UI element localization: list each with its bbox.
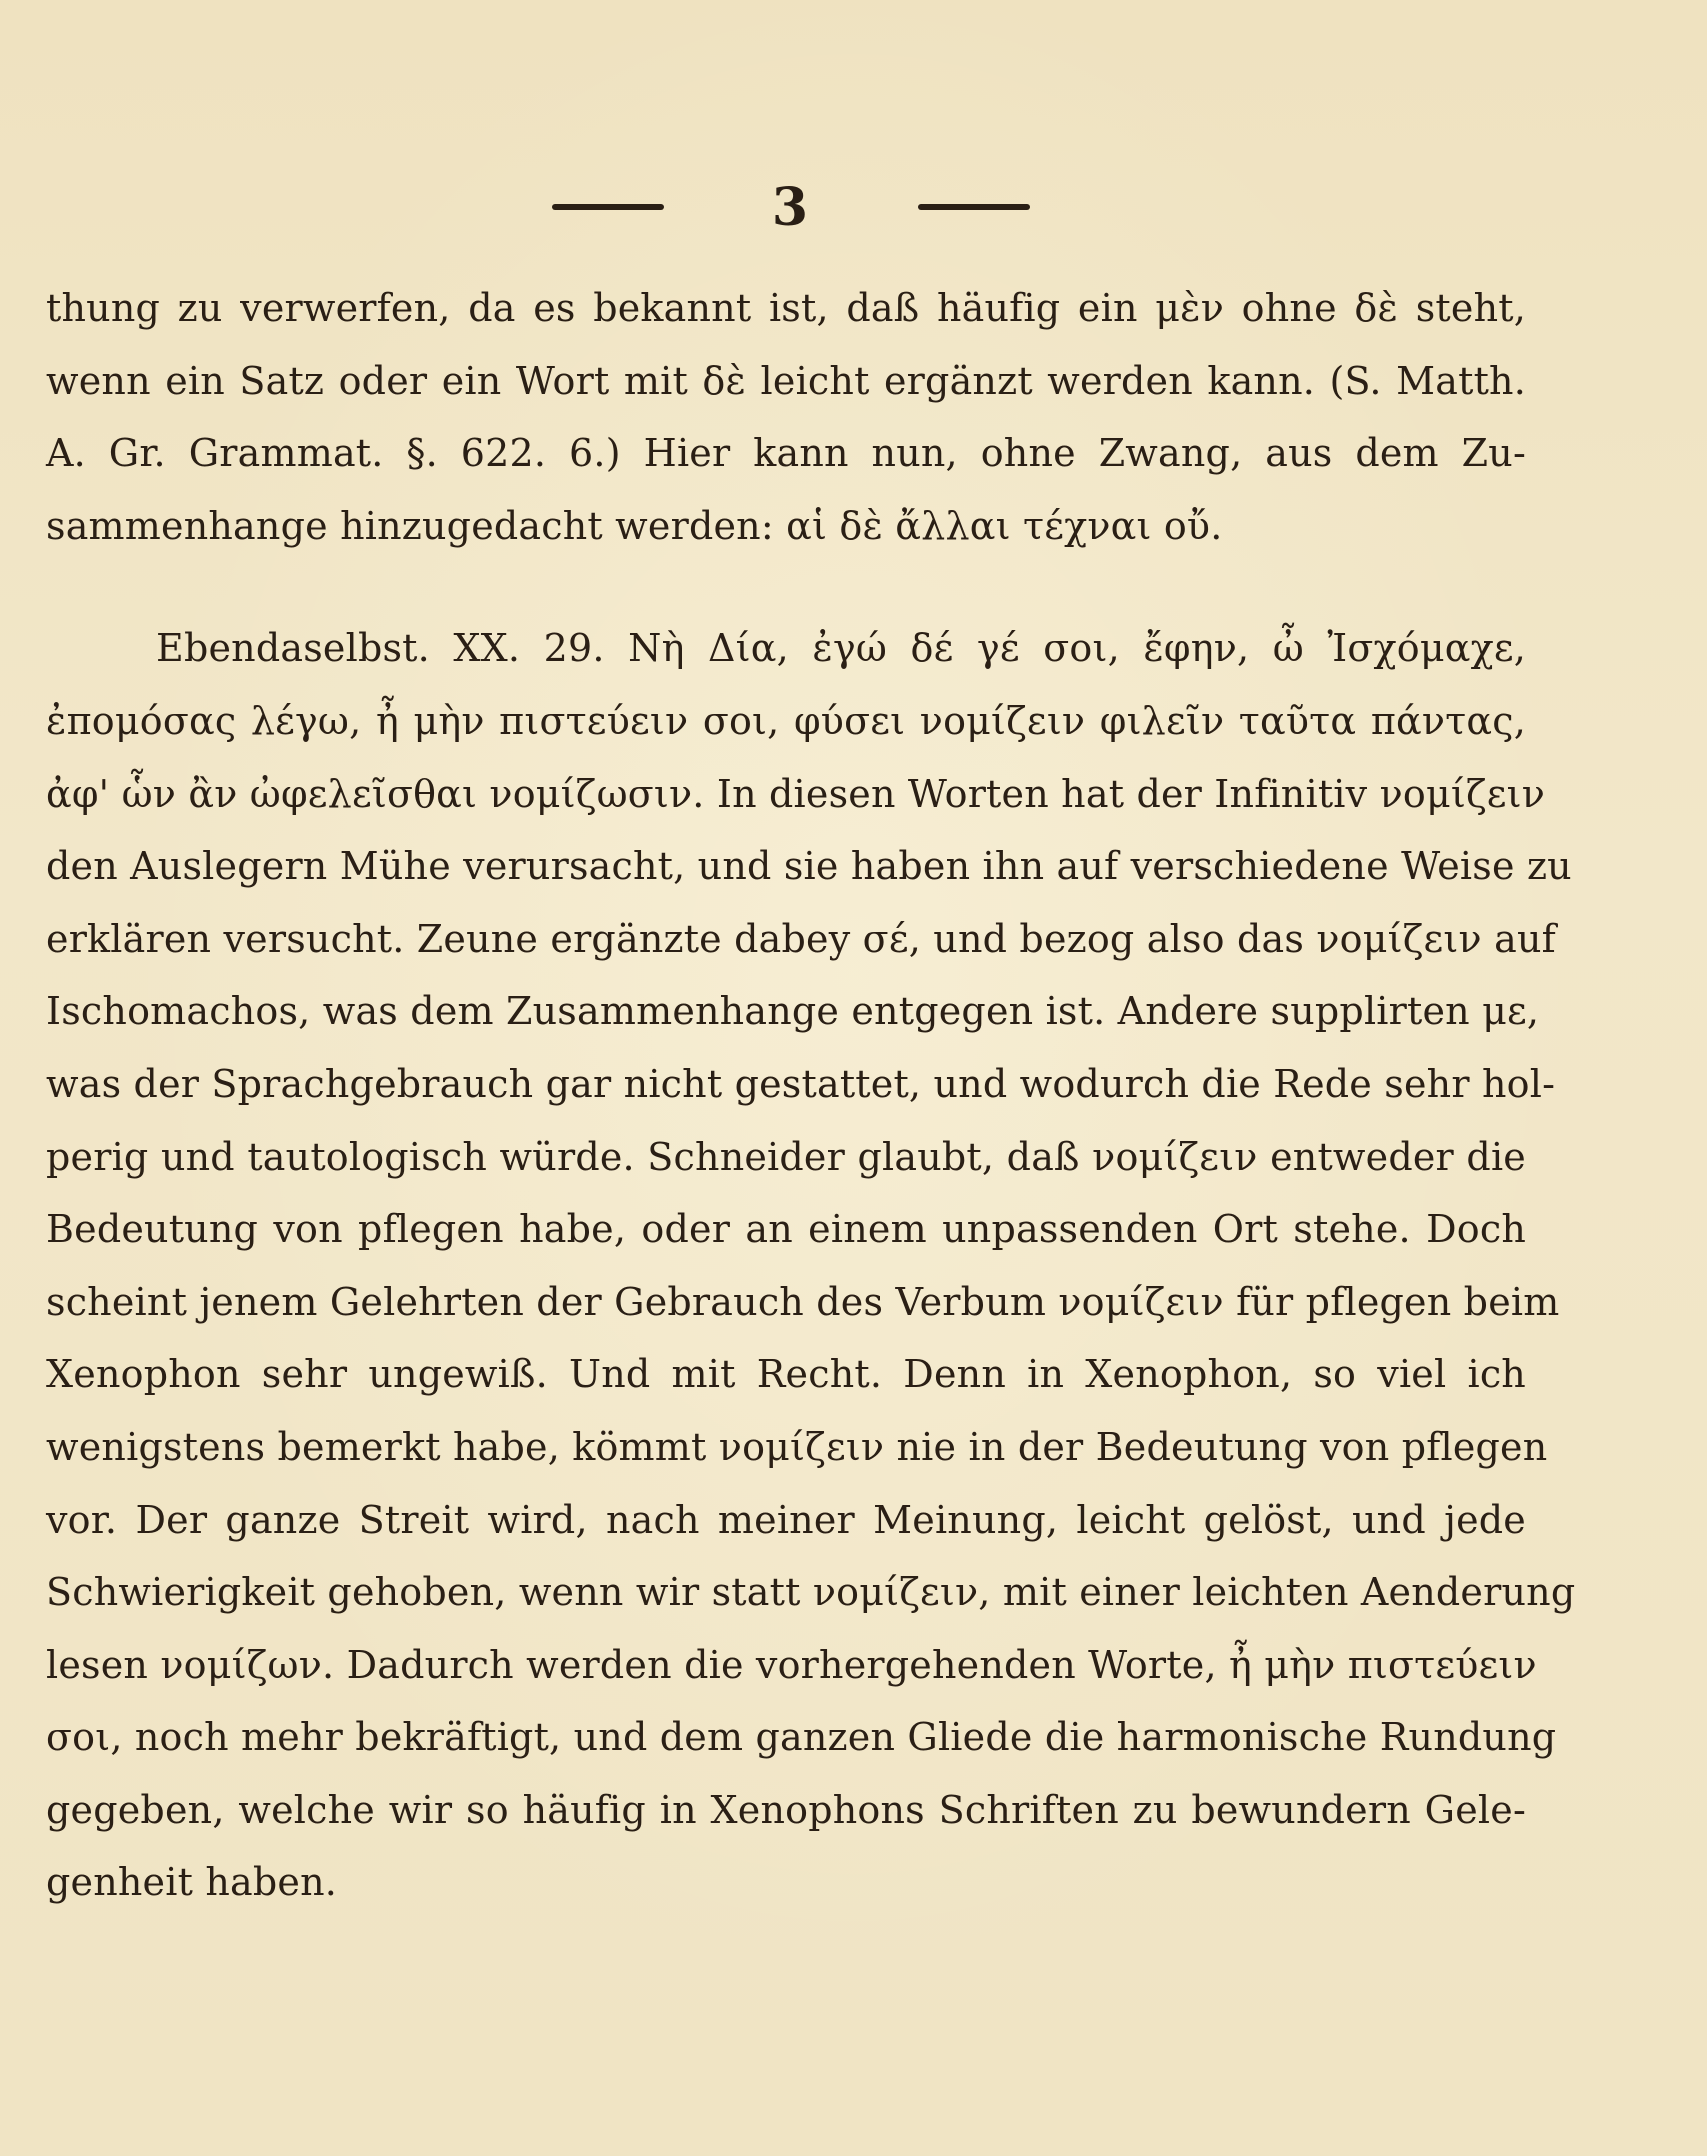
page-header	[0, 178, 1707, 248]
text-line: perig und tautologisch würde. Schneider glaubt, daß νομίζειν entweder die	[46, 1134, 1526, 1179]
text-line: Ischomachos, was dem Zusammenhange entgegen ist. Andere supplirten με,	[46, 989, 1540, 1034]
header-rule-left	[552, 204, 664, 210]
paragraph-1	[46, 272, 1526, 562]
text-line: σοι, noch mehr bekräftigt, und dem ganzen Gliede die harmonische Rundung	[46, 1715, 1557, 1760]
text-line: lesen νομίζων. Dadurch werden die vorhergehenden Worte, ἦ μὴν πιστεύειν	[46, 1642, 1537, 1687]
header-rule-right	[918, 204, 1030, 210]
text-line: Bedeutung von pflegen habe, oder an einem unpassenden Ort stehe. Doch	[46, 1207, 1526, 1252]
text-line: wenigstens bemerkt habe, kömmt νομίζειν nie in der Bedeutung von pflegen	[46, 1424, 1548, 1469]
text-line: A. Gr. Grammat. §. 622. 6.) Hier kann nun, ohne Zwang, aus dem Zu-	[46, 431, 1526, 476]
text-line: was der Sprachgebrauch gar nicht gestattet, und wodurch die Rede sehr hol-	[46, 1061, 1556, 1106]
text-line: Xenophon sehr ungewiß. Und mit Recht. Denn in Xenophon, so viel ich	[46, 1352, 1526, 1397]
text-line: erklären versucht. Zeune ergänzte dabey σέ, und bezog also das νομίζειν auf	[46, 916, 1556, 961]
paragraph-gap	[46, 562, 1526, 612]
text-line: sammenhange hinzugedacht werden: αἱ δὲ ἄλλαι τέχναι οὔ.	[46, 503, 1223, 548]
paragraph-2	[46, 612, 1576, 1919]
text-line: Ebendaselbst. XX. 29. Νὴ Δία, ἐγώ δέ γέ σοι, ἔφην, ὦ Ἰσχόμαχε,	[156, 626, 1526, 671]
text-line: ἀφ' ὧν ἂν ὠφελεῖσθαι νομίζωσιν. In diesen Worten hat der Infinitiv νομίζειν	[46, 771, 1546, 816]
text-line: den Auslegern Mühe verursacht, und sie haben ihn auf verschiedene Weise zu	[46, 844, 1572, 889]
text-line: ἐπομόσας λέγω, ἦ μὴν πιστεύειν σοι, φύσει νομίζειν φιλεῖν ταῦτα πάντας,	[46, 698, 1526, 743]
text-line: Schwierigkeit gehoben, wenn wir statt νομίζειν, mit einer leichten Aenderung	[46, 1570, 1576, 1615]
text-line: vor. Der ganze Streit wird, nach meiner Meinung, leicht gelöst, und jede	[46, 1497, 1526, 1542]
page-number: 3	[771, 177, 809, 238]
text-line: thung zu verwerfen, da es bekannt ist, daß häufig ein μὲν ohne δὲ steht,	[46, 286, 1526, 330]
text-line: genheit haben.	[46, 1860, 338, 1905]
text-line: wenn ein Satz oder ein Wort mit δὲ leicht ergänzt werden kann. (S. Matth.	[46, 358, 1526, 403]
text-line: scheint jenem Gelehrten der Gebrauch des Verbum νομίζειν für pflegen beim	[46, 1279, 1560, 1324]
text-line: gegeben, welche wir so häufig in Xenophons Schriften zu bewundern Gele-	[46, 1787, 1526, 1832]
body-text	[46, 272, 1576, 1919]
